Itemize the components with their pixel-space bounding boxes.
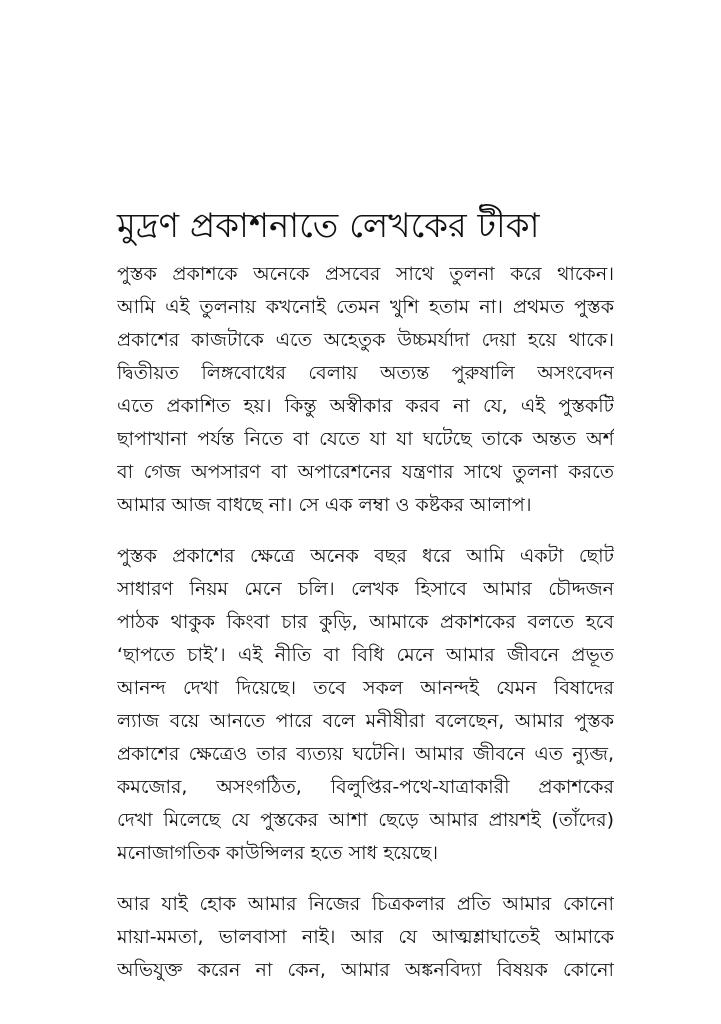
- text-line: মায়া-মমতা, ভালবাসা নাই। আর যে আত্মশ্লাঘাতেই আমাকে: [117, 926, 614, 948]
- text-line: সাধারণ নিয়ম মেনে চলি। লেখক হিসাবে আমার চৌদ্দজন: [117, 578, 614, 600]
- body-text: [117, 258, 614, 1005]
- text-line: প্রকাশের ক্ষেত্রেও তার ব্যত্যয় ঘটেনি। আমার জীবনে এত ন্যুব্জ,: [117, 743, 614, 765]
- text-line: পুস্তক প্রকাশের ক্ষেত্রে অনেক বছর ধরে আমি একটা ছোট: [117, 545, 614, 567]
- text-line: কমজোর, অসংগঠিত, বিলুপ্তির-পথে-যাত্রাকারী প্রকাশকের: [117, 776, 614, 798]
- text-line: আমার আজ বাধছে না। সে এক লম্বা ও কষ্টকর আলাপ।: [117, 494, 532, 516]
- text-line: পাঠক থাকুক কিংবা চার কুড়ি, আমাকে প্রকাশকের বলতে হবে: [117, 611, 614, 633]
- text-line: অভিযুক্ত করেন না কেন, আমার অঙ্কনবিদ্যা বিষয়ক কোনো: [117, 959, 614, 981]
- text-line: দেখা মিলেছে যে পুস্তকের আশা ছেড়ে আমার প্রায়শই (তাঁদের): [117, 809, 614, 831]
- paragraph-2: [117, 540, 614, 870]
- text-line: ‘ছাপতে চাই’। এই নীতি বা বিধি মেনে আমার জীবনে প্রভূত: [117, 644, 614, 666]
- text-line: পুস্তক প্রকাশকে অনেকে প্রসবের সাথে তুলনা করে থাকেন।: [117, 263, 614, 285]
- paragraph-1: [117, 258, 614, 522]
- text-line: আর যাই হোক আমার নিজের চিত্রকলার প্রতি আমার কোনো: [117, 893, 614, 915]
- text-line: আমি এই তুলনায় কখনোই তেমন খুশি হতাম না। প্রথমত পুস্তক: [117, 296, 614, 318]
- text-line: বা গেজ অপসারণ বা অপারেশনের যন্ত্রণার সাথে তুলনা করতে: [117, 461, 614, 483]
- text-line: এতে প্রকাশিত হয়। কিন্তু অস্বীকার করব না যে, এই পুস্তকটি: [117, 395, 614, 417]
- paragraph-3: [117, 888, 614, 987]
- text-line: প্রকাশের কাজটাকে এতে অহেতুক উচ্চমর্যাদা দেয়া হয়ে থাকে।: [117, 329, 614, 351]
- text-line: ছাপাখানা পর্যন্ত নিতে বা যেতে যা যা ঘটেছে তাকে অন্তত অর্শ: [117, 428, 614, 450]
- text-line: আনন্দ দেখা দিয়েছে। তবে সকল আনন্দই যেমন বিষাদের: [117, 677, 614, 699]
- text-line: ল্যাজ বয়ে আনতে পারে বলে মনীষীরা বলেছেন, আমার পুস্তক: [117, 710, 614, 732]
- page-title: মুদ্রণ প্রকাশনাতে লেখকের টীকা: [117, 206, 540, 246]
- text-line: দ্বিতীয়ত লিঙ্গবোধের বেলায় অত্যন্ত পুরুষালি অসংবেদন: [117, 362, 614, 384]
- text-line: মনোজাগতিক কাউন্সিলর হতে সাধ হয়েছে।: [117, 842, 439, 864]
